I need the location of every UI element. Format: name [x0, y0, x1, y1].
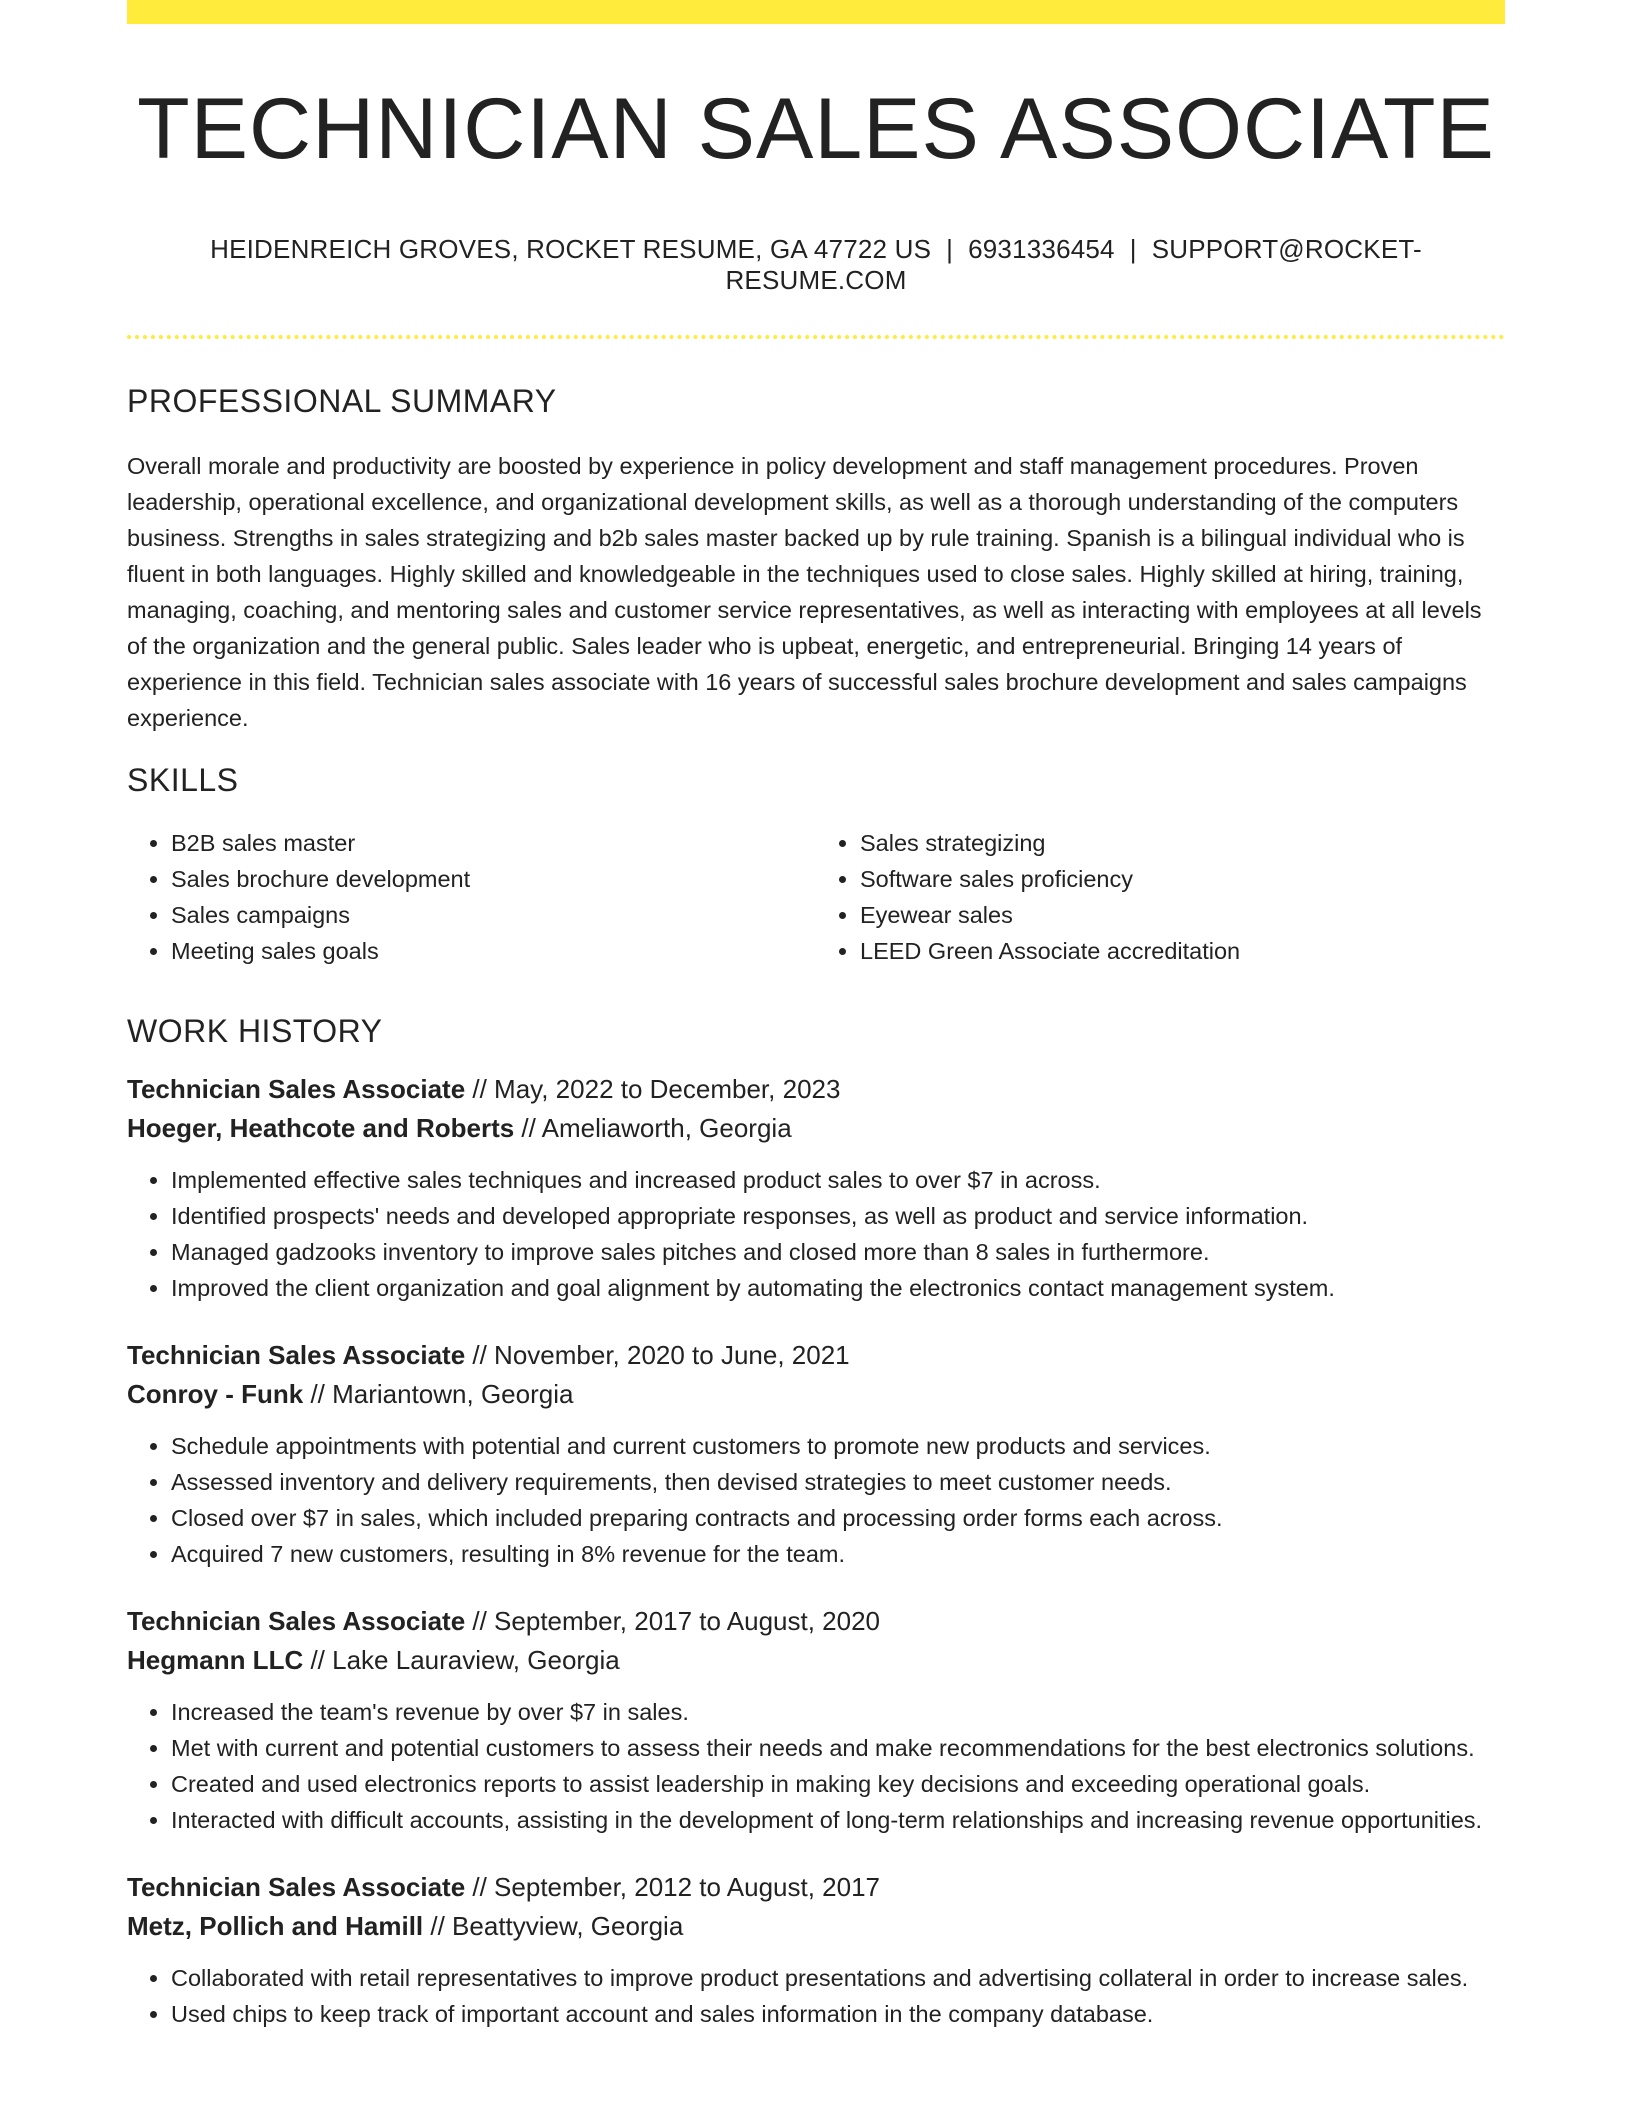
job-bullet: • Closed over $7 in sales, which included preparing contracts and processing order forms each across. [171, 1500, 1505, 1536]
resume-name: TECHNICIAN SALES ASSOCIATE [137, 81, 1495, 177]
job-bullet: • Increased the team's revenue by over $7 in sales. [171, 1694, 1505, 1730]
skills-list [127, 825, 1505, 969]
job-title-line [127, 1336, 1505, 1375]
job-bullets [127, 1960, 1505, 2032]
contact-separator: | [946, 234, 954, 264]
job-role: Technician Sales Associate [127, 1872, 466, 1902]
job-bullet: • Identified prospects' needs and developed appropriate responses, as well as product and service information. [171, 1198, 1505, 1234]
contact-line [127, 234, 1505, 296]
job-company-line [127, 1109, 1505, 1148]
job-title-line [127, 1070, 1505, 1109]
contact-phone: 6931336454 [968, 234, 1115, 264]
job-company: Hoeger, Heathcote and Roberts [127, 1113, 515, 1143]
job-bullet: • Implemented effective sales techniques and increased product sales to over $7 in across. [171, 1162, 1505, 1198]
job-location: // Ameliaworth, Georgia [514, 1113, 792, 1143]
job-bullet: • Created and used electronics reports to assist leadership in making key decisions and exceeding operational goals. [171, 1766, 1505, 1802]
job-bullets [127, 1428, 1505, 1572]
skills-title: SKILLS [127, 762, 239, 798]
job-company: Metz, Pollich and Hamill [127, 1911, 424, 1941]
job-entry [127, 1070, 1505, 1306]
job-location: // Mariantown, Georgia [303, 1379, 574, 1409]
job-entry [127, 1336, 1505, 1572]
job-bullet: • Improved the client organization and goal alignment by automating the electronics contact management system. [171, 1270, 1505, 1306]
job-title-line [127, 1868, 1505, 1907]
job-company-line [127, 1375, 1505, 1414]
job-role: Technician Sales Associate [127, 1340, 466, 1370]
job-company-line [127, 1907, 1505, 1946]
summary-text: Overall morale and productivity are boosted by experience in policy development and staff management procedures. Proven leadership, operational excellence, and organizational development skills, as well as a thorough understanding of the computers business. Strengths in sales strategizing and b2b sales master backed up by rule training. Spanish is a bilingual individual who is fluent in both languages. Highly skilled and knowledgeable in the techniques used to close sales. Highly skilled at hiring, training, managing, coaching, and mentoring sales and customer service representatives, as well as interacting with employees at all levels of the organization and the general public. Sales leader who is upbeat, energetic, and entrepreneurial. Bringing 14 years of experience in this field. Technician sales associate with 16 years of successful sales brochure development and sales campaigns experience. [127, 453, 1482, 731]
job-bullet: • Schedule appointments with potential and current customers to promote new products and services. [171, 1428, 1505, 1464]
job-bullet: • Interacted with difficult accounts, assisting in the development of long-term relationships and increasing revenue opportunities. [171, 1802, 1505, 1838]
job-dates: // May, 2022 to December, 2023 [465, 1074, 841, 1104]
job-location: // Beattyview, Georgia [423, 1911, 684, 1941]
skills-column-left [127, 825, 816, 969]
job-bullet: • Met with current and potential customers to assess their needs and make recommendations for the best electronics solutions. [171, 1730, 1505, 1766]
skills-column-right [816, 825, 1505, 969]
skill-item: • Software sales proficiency [860, 861, 1505, 897]
job-bullet: • Collaborated with retail representatives to improve product presentations and advertising collateral in order to increase sales. [171, 1960, 1505, 1996]
accent-top-bar [127, 0, 1505, 24]
skill-item: • B2B sales master [171, 825, 816, 861]
skill-item: • Meeting sales goals [171, 933, 816, 969]
job-bullet: • Assessed inventory and delivery requirements, then devised strategies to meet customer needs. [171, 1464, 1505, 1500]
job-bullet: • Acquired 7 new customers, resulting in 8% revenue for the team. [171, 1536, 1505, 1572]
contact-email: SUPPORT@ROCKET-RESUME.COM [725, 234, 1422, 295]
job-entry [127, 1602, 1505, 1838]
job-dates: // September, 2012 to August, 2017 [465, 1872, 881, 1902]
skill-item: • Sales campaigns [171, 897, 816, 933]
job-company: Hegmann LLC [127, 1645, 304, 1675]
job-dates: // September, 2017 to August, 2020 [465, 1606, 881, 1636]
job-title-line [127, 1602, 1505, 1641]
job-role: Technician Sales Associate [127, 1074, 466, 1104]
job-bullets [127, 1694, 1505, 1838]
dotted-divider [127, 335, 1505, 339]
job-bullets [127, 1162, 1505, 1306]
skill-item: • Sales brochure development [171, 861, 816, 897]
job-dates: // November, 2020 to June, 2021 [465, 1340, 850, 1370]
job-company: Conroy - Funk [127, 1379, 304, 1409]
job-location: // Lake Lauraview, Georgia [303, 1645, 620, 1675]
work-history-title: WORK HISTORY [127, 1013, 383, 1049]
job-entry [127, 1868, 1505, 2032]
skill-item: • Sales strategizing [860, 825, 1505, 861]
skill-item: • LEED Green Associate accreditation [860, 933, 1505, 969]
job-bullet: • Used chips to keep track of important account and sales information in the company database. [171, 1996, 1505, 2032]
job-role: Technician Sales Associate [127, 1606, 466, 1636]
contact-address: HEIDENREICH GROVES, ROCKET RESUME, GA 47722 US [210, 234, 932, 264]
contact-separator: | [1129, 234, 1137, 264]
job-company-line [127, 1641, 1505, 1680]
resume-page [127, 0, 1505, 2032]
skill-item: • Eyewear sales [860, 897, 1505, 933]
summary-title: PROFESSIONAL SUMMARY [127, 383, 557, 419]
job-bullet: • Managed gadzooks inventory to improve sales pitches and closed more than 8 sales in furthermore. [171, 1234, 1505, 1270]
